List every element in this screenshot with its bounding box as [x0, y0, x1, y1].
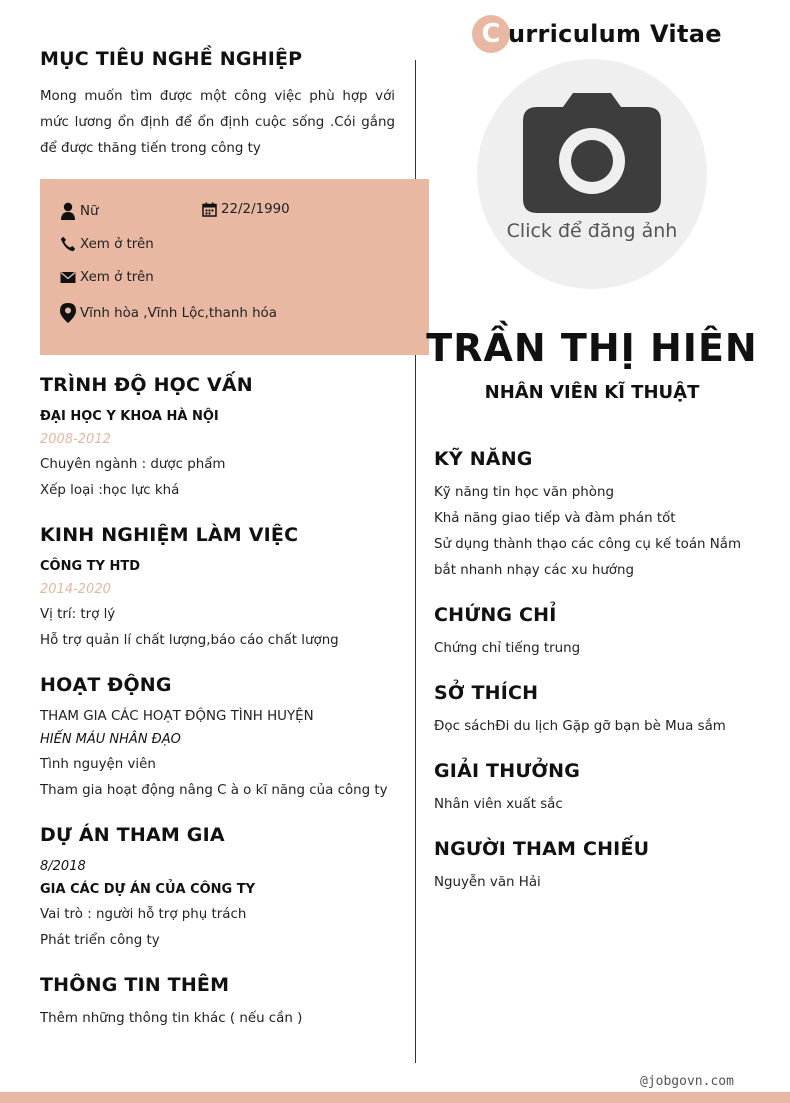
address-value: Vĩnh hòa ,Vĩnh Lộc,thanh hóa — [80, 305, 277, 321]
objective-heading: MỤC TIÊU NGHỀ NGHIỆP — [40, 48, 303, 70]
activities-line-3: Tình nguyện viên — [40, 757, 156, 772]
skills-line-3: Sử dụng thành thạo các công cụ kế toán Nắm bắt nhanh nhạy các xu hướng — [434, 537, 742, 578]
phone-item — [60, 236, 154, 252]
references-heading: NGƯỜI THAM CHIẾU — [434, 838, 650, 860]
birthdate-value: 22/2/1990 — [221, 202, 290, 217]
person-name: TRẦN THỊ HIÊN — [426, 326, 758, 370]
hobbies-heading: SỞ THÍCH — [434, 682, 539, 704]
camera-icon — [523, 93, 661, 213]
phone-value: Xem ở trên — [80, 236, 154, 252]
activities-line-2: HIẾN MÁU NHÂN ĐẠO — [40, 732, 181, 747]
phone-icon — [60, 236, 76, 252]
extra-text: Thêm những thông tin khác ( nếu cần ) — [40, 1011, 303, 1026]
experience-company: CÔNG TY HTD — [40, 559, 141, 574]
activities-line-4: Tham gia hoạt động nâng C à o kĩ năng của công ty — [40, 783, 388, 798]
awards-heading: GIẢI THƯỞNG — [434, 760, 581, 782]
person-role: NHÂN VIÊN KĨ THUẬT — [484, 382, 700, 403]
education-heading: TRÌNH ĐỘ HỌC VẤN — [40, 374, 253, 396]
objective-text: Mong muốn tìm được một công việc phù hợp với mức lương ổn định để ổn định cuộc sống .Cói gắng để được thăng tiến trong công ty — [40, 89, 395, 156]
projects-title: GIA CÁC DỰ ÁN CỦA CÔNG TY — [40, 882, 256, 897]
email-value: Xem ở trên — [80, 270, 154, 285]
cv-title-text: urriculum Vitae — [508, 20, 722, 48]
envelope-icon — [60, 271, 76, 284]
education-period: 2008-2012 — [40, 432, 111, 447]
gender-item — [60, 202, 99, 220]
experience-description: Hỗ trợ quản lí chất lượng,báo cáo chất lượng — [40, 633, 339, 648]
experience-heading: KINH NGHIỆM LÀM VIỆC — [40, 524, 299, 546]
awards-text: Nhân viên xuất sắc — [434, 797, 563, 812]
address-item — [60, 303, 277, 323]
projects-description: Phát triển công ty — [40, 933, 160, 948]
experience-period: 2014-2020 — [40, 582, 111, 597]
education-grade: Xếp loại :học lực khá — [40, 483, 180, 498]
extra-heading: THÔNG TIN THÊM — [40, 974, 230, 996]
certificates-text: Chứng chỉ tiếng trung — [434, 641, 581, 656]
calendar-icon — [202, 202, 217, 217]
experience-position: Vị trí: trợ lý — [40, 607, 116, 622]
skills-heading: KỸ NĂNG — [434, 448, 533, 470]
projects-role: Vai trò : người hỗ trợ phụ trách — [40, 907, 247, 922]
projects-heading: DỰ ÁN THAM GIA — [40, 824, 225, 846]
activities-line-1: THAM GIA CÁC HOẠT ĐỘNG TÌNH HUYỆN — [40, 709, 314, 724]
skills-line-1: Kỹ năng tin học văn phòng — [434, 485, 614, 500]
certificates-heading: CHỨNG CHỈ — [434, 604, 557, 626]
birthdate-item — [202, 202, 290, 217]
references-text: Nguyễn văn Hải — [434, 875, 541, 890]
education-major: Chuyên ngành : dược phẩm — [40, 457, 226, 472]
hobbies-text: Đọc sáchĐi du lịch Gặp gỡ bạn bè Mua sắm — [434, 719, 726, 734]
footer-bar — [0, 1092, 790, 1103]
photo-upload-label[interactable]: Click để đăng ảnh — [506, 220, 678, 242]
person-icon — [60, 202, 76, 220]
education-school: ĐẠI HỌC Y KHOA HÀ NỘI — [40, 409, 219, 424]
skills-line-2: Khả năng giao tiếp và đàm phán tốt — [434, 511, 676, 526]
email-item — [60, 270, 154, 285]
location-pin-icon — [60, 303, 76, 323]
cv-title — [472, 15, 722, 53]
gender-value: Nữ — [80, 203, 99, 219]
watermark: @jobgovn.com — [640, 1074, 734, 1089]
projects-date: 8/2018 — [40, 859, 86, 874]
cv-initial-circle: C — [472, 15, 510, 53]
activities-heading: HOẠT ĐỘNG — [40, 674, 172, 696]
